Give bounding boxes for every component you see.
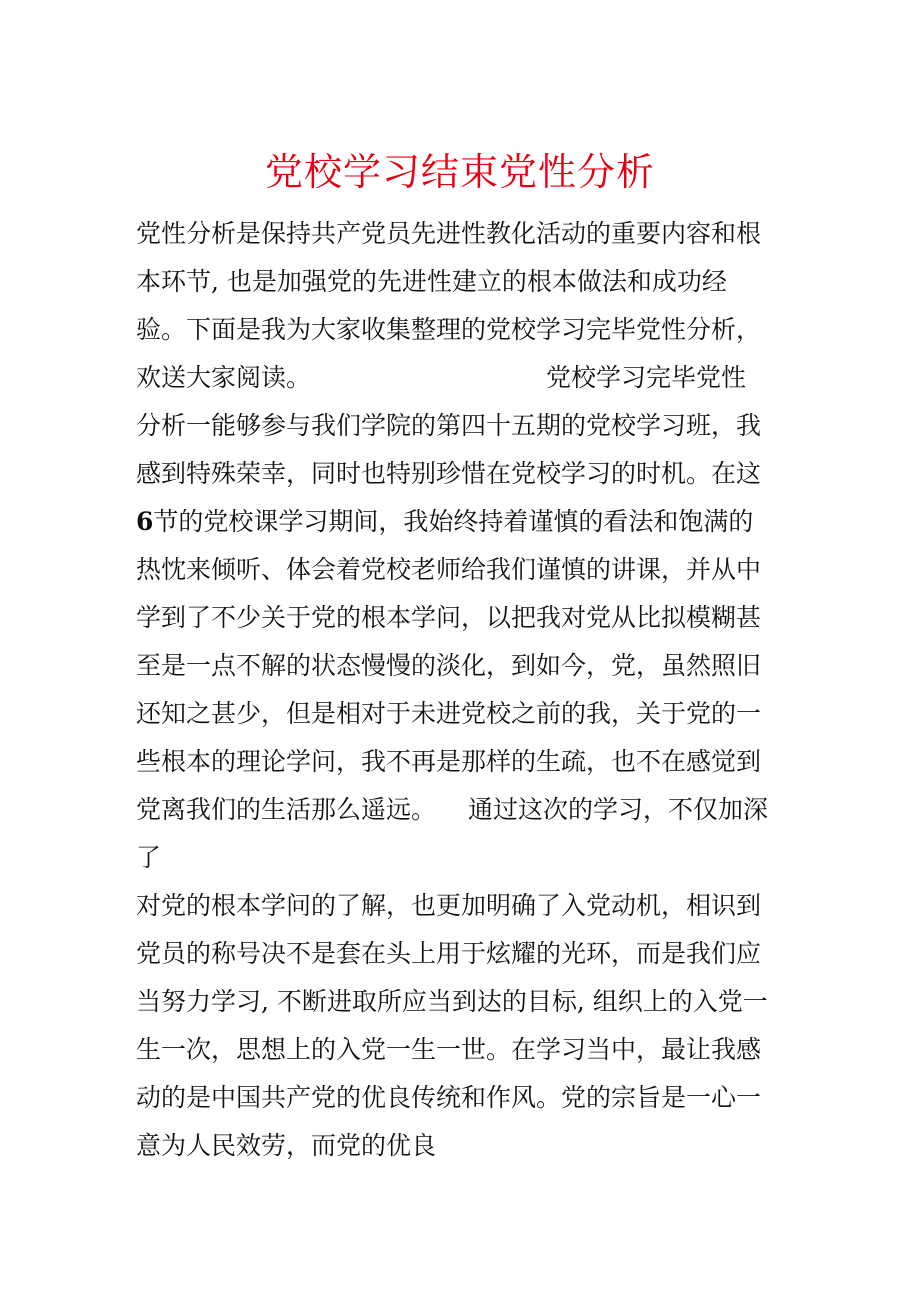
- body-line: 至是一点不解的状态慢慢的淡化，到如今，党，虽然照旧: [136, 651, 762, 680]
- body-line: 生一次，思想上的入党一生一世。在学习当中，最让我感: [136, 1035, 762, 1064]
- body-line: 动的是中国共产党的优良传统和作风。党的宗旨是一心一: [136, 1083, 762, 1112]
- section-heading-part1: 党校学习完毕党性: [546, 363, 747, 392]
- document-title: 党校学习结束党性分析: [264, 150, 655, 194]
- lesson-count: 6: [136, 507, 154, 536]
- body-line: 感到特殊荣幸，同时也特别珍惜在党校学习的时机。在这: [136, 459, 762, 488]
- body-line-continued: 通过这次的学习，不仅加深: [468, 795, 769, 824]
- body-line: 还知之甚少，但是相对于未进党校之前的我，关于党的一: [136, 699, 762, 728]
- body-line: 意为人民效劳，而党的优良: [136, 1131, 437, 1160]
- body-line: 党离我们的生活那么遥远。: [136, 795, 437, 824]
- body-line: 热忱来倾听、体会着党校老师给我们谨慎的讲课，并从中: [136, 555, 762, 584]
- body-line: 对党的根本学问的了解，也更加明确了入党动机，相识到: [136, 891, 762, 920]
- body-line: 当努力学习, 不断进取所应当到达的目标, 组织上的入党一: [136, 987, 768, 1016]
- body-line: 党员的称号决不是套在头上用于炫耀的光环，而是我们应: [136, 939, 762, 968]
- body-line: 分析一能够参与我们学院的第四十五期的党校学习班，我: [136, 411, 762, 440]
- body-line: 验。下面是我为大家收集整理的党校学习完毕党性分析，: [136, 315, 762, 344]
- body-line: 党性分析是保持共产党员先进性教化活动的重要内容和根: [136, 219, 762, 248]
- body-line-with-number: [136, 502, 753, 542]
- body-line-rest: 节的党校课学习期间，我始终持着谨慎的看法和饱满的: [153, 507, 754, 536]
- body-line: 本环节, 也是加强党的先进性建立的根本做法和成功经: [136, 267, 727, 296]
- body-line: 些根本的理论学问，我不再是那样的生疏，也不在感觉到: [136, 747, 762, 776]
- body-line: 学到了不少关于党的根本学问，以把我对党从比拟模糊甚: [136, 603, 762, 632]
- body-line: 欢送大家阅读。: [136, 363, 312, 392]
- body-line: 了: [136, 843, 162, 872]
